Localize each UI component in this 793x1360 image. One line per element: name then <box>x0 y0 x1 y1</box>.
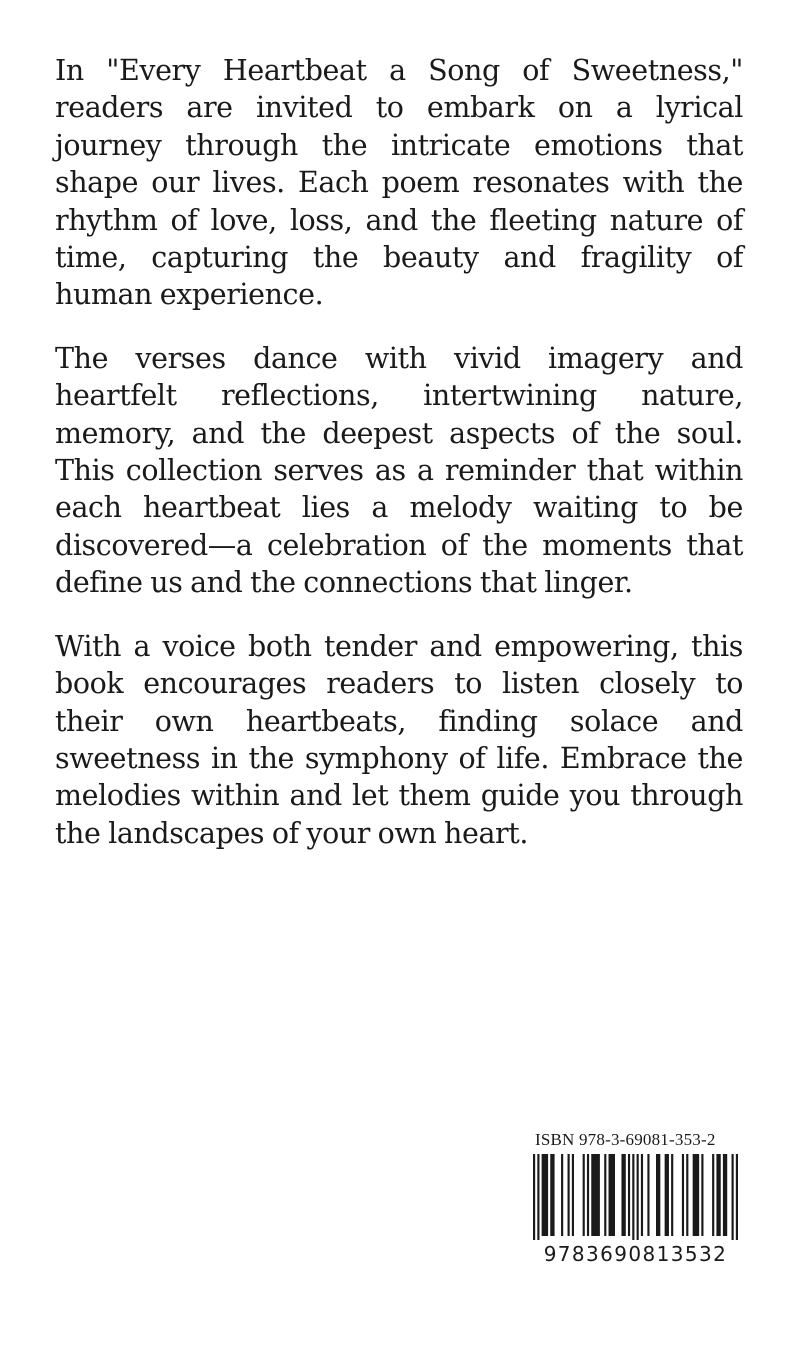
barcode-bar <box>647 1154 649 1236</box>
barcode-bar <box>609 1154 615 1236</box>
blurb-paragraph-2: The verses dance with vivid imagery and heartfelt reflections, intertwining nature, memory, and the deepest aspects of the soul. This collection serves as a reminder that within each heartbeat lies a melody waiting to be discovered—a celebration of the moments that define us and the connections that linger. <box>55 341 743 600</box>
isbn-label: ISBN 978-3-69081-353-2 <box>535 1130 716 1149</box>
barcode-bar <box>572 1154 574 1236</box>
barcode-bar <box>686 1154 688 1236</box>
blurb-text <box>55 52 743 878</box>
barcode-bar <box>671 1154 673 1236</box>
barcode-bars <box>533 1154 738 1240</box>
barcode-bar <box>621 1154 625 1236</box>
barcode-bar <box>712 1154 714 1236</box>
barcode-bar <box>736 1154 738 1240</box>
barcode-bar <box>665 1154 669 1236</box>
barcode-bar <box>682 1154 684 1236</box>
barcode-bar <box>732 1154 734 1240</box>
barcode-bar <box>537 1154 539 1240</box>
barcode-bar <box>583 1154 585 1236</box>
ean-digits: 9783690813532 <box>543 1242 728 1266</box>
barcode-bar <box>591 1154 600 1236</box>
barcode-bar <box>637 1154 639 1240</box>
barcode-bar <box>550 1154 554 1236</box>
isbn-barcode <box>533 1130 738 1270</box>
barcode-bar <box>561 1154 563 1236</box>
barcode-bar <box>641 1154 643 1236</box>
barcode-bar <box>632 1154 634 1240</box>
blurb-paragraph-1: In "Every Heartbeat a Song of Sweetness," readers are invited to embark on a lyrical journey through the intricate emotions that shape our lives. Each poem resonates with the rhythm of love, loss, and the fleeting nature of time, capturing the beauty and fragility of human experience. <box>55 54 743 312</box>
barcode-bar <box>542 1154 548 1236</box>
barcode-bar <box>587 1154 589 1236</box>
barcode-bar <box>656 1154 660 1236</box>
barcode-bar <box>533 1154 535 1240</box>
barcode-bar <box>628 1154 630 1236</box>
barcode-bar <box>604 1154 606 1236</box>
barcode-bar <box>568 1154 570 1236</box>
barcode-bar <box>723 1154 727 1236</box>
barcode-bar <box>693 1154 699 1236</box>
barcode-bar <box>701 1154 703 1236</box>
barcode-bar <box>716 1154 720 1236</box>
blurb-paragraph-3: With a voice both tender and empowering, this book encourages readers to listen closely to their own heartbeats, finding solace and sweetness in the symphony of life. Embrace the melodies within and let them guide you through the landscapes of your own heart. <box>55 629 743 850</box>
